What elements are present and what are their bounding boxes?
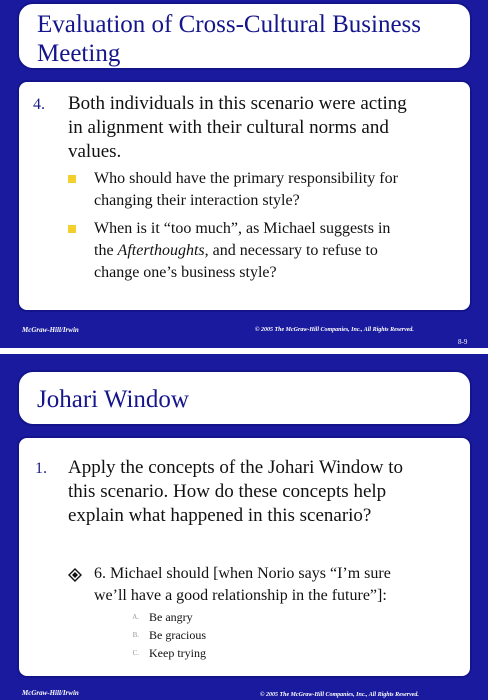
bullet-square-icon	[68, 225, 76, 233]
option-letter: C.	[132, 649, 139, 657]
text-line: When is it “too much”, as Michael suggests in	[94, 220, 391, 237]
bullet-square-icon	[68, 175, 76, 183]
content-box	[17, 80, 472, 312]
page-number: 8-9	[458, 338, 468, 346]
text-line: Who should have the primary responsibility for	[94, 170, 398, 187]
list-item	[132, 644, 206, 662]
text-line: we’ll have a good relationship in the future”]:	[94, 587, 387, 604]
text-segment: the	[94, 242, 118, 259]
text-line: this scenario. How do these concepts help	[68, 481, 387, 502]
item-number: 4.	[33, 96, 45, 113]
option-list	[132, 608, 206, 662]
footer-copyright: © 2005 The McGraw-Hill Companies, Inc., All Rights Reserved.	[255, 327, 414, 333]
text-line: Apply the concepts of the Johari Window to	[68, 457, 404, 478]
footer-copyright: © 2005 The McGraw-Hill Companies, Inc., All Rights Reserved.	[260, 692, 419, 698]
title-box	[17, 2, 472, 70]
title-line: Evaluation of Cross-Cultural Business	[37, 11, 421, 38]
option-text: Be angry	[149, 610, 193, 624]
list-item	[132, 608, 206, 626]
list-item	[132, 626, 206, 644]
option-text: Keep trying	[149, 646, 206, 660]
text-line: in alignment with their cultural norms and	[68, 117, 389, 138]
slide-evaluation	[0, 0, 488, 348]
footer-publisher: McGraw-Hill/Irwin	[22, 689, 79, 697]
option-letter: B.	[132, 631, 139, 639]
text-line: 6. Michael should [when Norio says “I’m sure	[94, 565, 391, 582]
bullet-text	[94, 168, 398, 212]
footer-publisher: McGraw-Hill/Irwin	[22, 326, 79, 334]
text-line: changing their interaction style?	[94, 192, 300, 209]
text-line: values.	[68, 141, 122, 162]
slide-title	[37, 10, 421, 68]
italic-term: Afterthoughts	[117, 242, 205, 259]
option-text: Be gracious	[149, 628, 206, 642]
text-line: explain what happened in this scenario?	[68, 505, 372, 526]
option-letter: A.	[132, 613, 139, 621]
text-line: change one’s business style?	[94, 264, 277, 281]
text-line	[94, 240, 390, 262]
title-box	[17, 370, 472, 426]
title-line: Meeting	[37, 40, 121, 67]
content-box	[17, 436, 472, 678]
diamond-bullet-icon	[68, 568, 82, 582]
text-line: Both individuals in this scenario were acting	[68, 93, 407, 114]
bullet-text	[94, 218, 390, 284]
slide-title: Johari Window	[37, 386, 189, 413]
sub-text	[94, 563, 391, 607]
main-text	[68, 92, 407, 164]
slide-johari	[0, 354, 488, 700]
main-text	[68, 456, 403, 528]
text-segment: , and necessary to refuse to	[204, 242, 378, 259]
item-number: 1.	[35, 460, 47, 477]
